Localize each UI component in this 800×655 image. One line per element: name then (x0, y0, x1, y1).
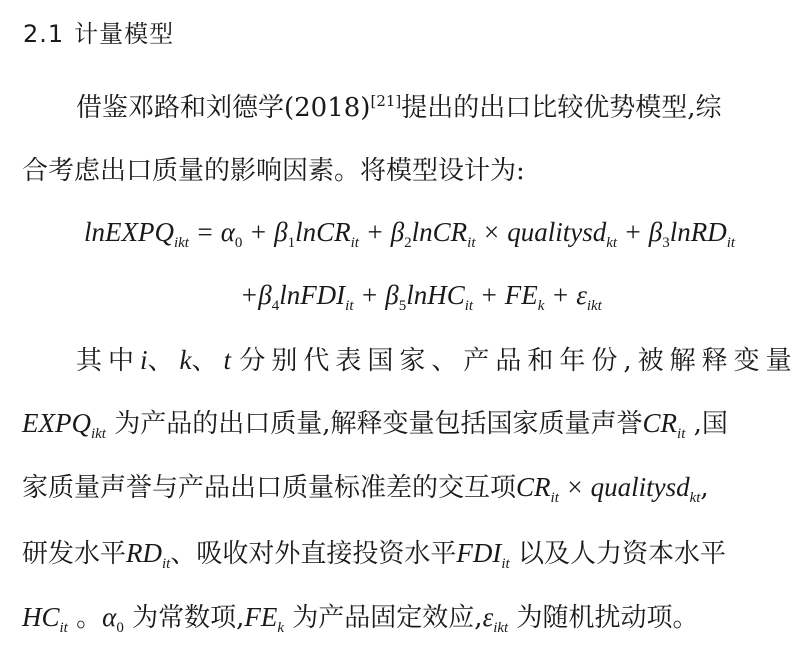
para2-line3: 家质量声誉与产品出口质量标准差的交互项$CR_{it}$ × qualitysd$_{kt}$, (22, 472, 709, 506)
para2-line1: 其中i、k、t 分别代表国家、产品和年份,被解释变量 (76, 345, 798, 376)
section-title: 计量模型 (74, 20, 175, 48)
equation-line1: lnEXPQ$_{ikt}$ = $\alpha_0$ + $\beta_1lnCR_{it}$ + $\beta_2lnCR_{it}$ × qualitysd$_{kt}$ + $\beta_3lnRD_{it}$ (84, 217, 736, 251)
equation-line2: $+\beta_4lnFDI_{it}$ + $\beta_5lnHC_{it} + FE_k + \varepsilon_{ikt}$ (240, 280, 602, 314)
section-number: 2.1 (23, 20, 65, 48)
para1-line2: 合考虑出口质量的影响因素。将模型设计为: (22, 156, 525, 186)
section-heading (23, 14, 174, 49)
para2-line2: $EXPQ_{ikt}$ 为产品的出口质量,解释变量包括国家质量声誉$CR_{it}$ ,国 (22, 408, 728, 442)
para2-line5: $HC_{it}$ 。$\alpha_0$ 为常数项$,FE_k$ 为产品固定效应$,\varepsilon_{ikt}$ 为随机扰动项。 (22, 602, 699, 636)
para2-line4: 研发水平$RD_{it}$、吸收对外直接投资水平$FDI_{it}$ 以及人力资本水平 (22, 538, 726, 572)
para1-line1: 借鉴邓路和刘德学(2018)[21]提出的出口比较优势模型,综 (76, 92, 722, 123)
citation-ref[interactable]: [21] (370, 92, 402, 110)
